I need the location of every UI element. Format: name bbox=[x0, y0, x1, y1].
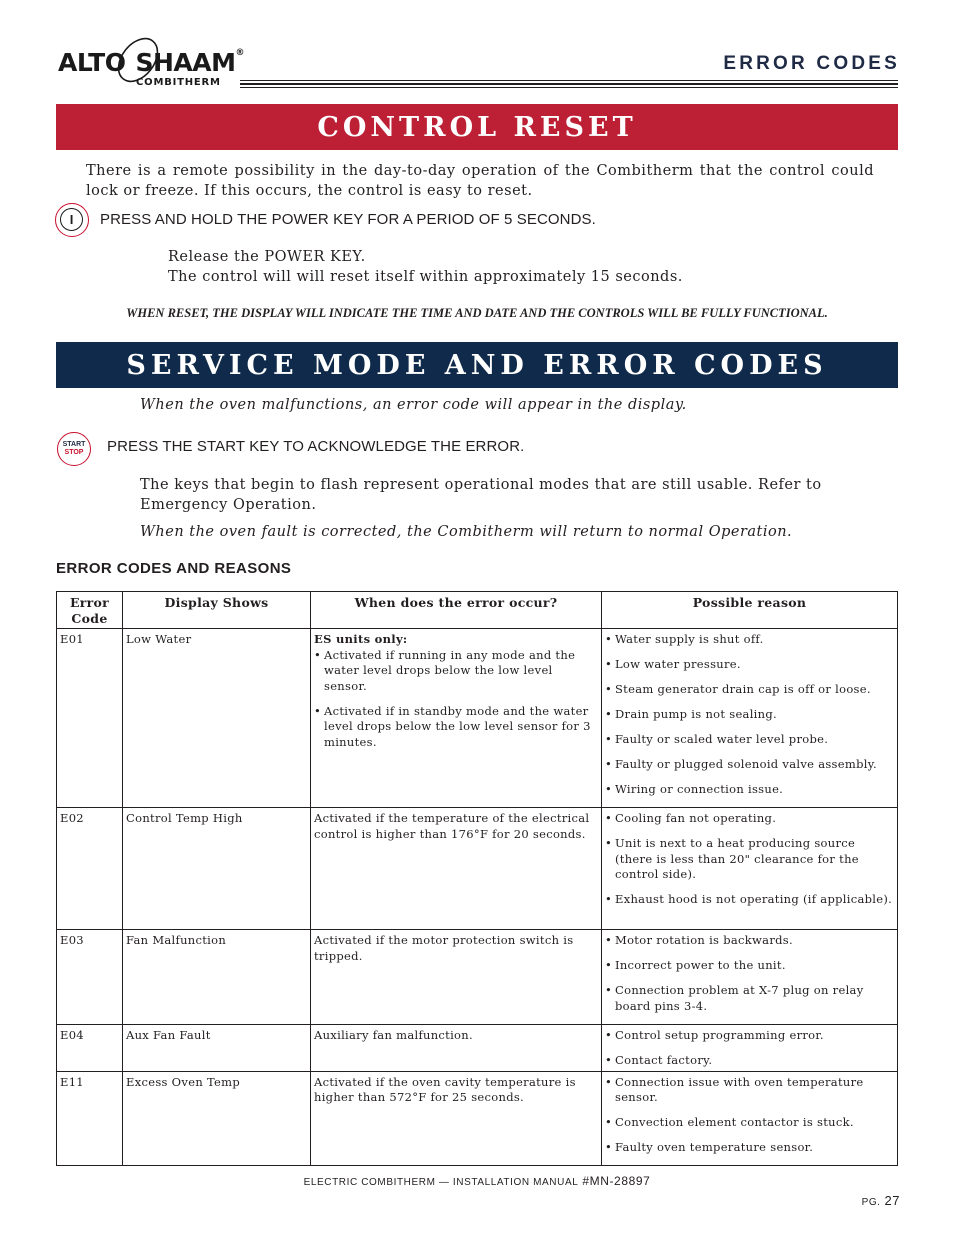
reason-item: • Motor rotation is backwards. bbox=[605, 933, 894, 949]
page-label: PG. bbox=[861, 1197, 881, 1208]
brand-logo bbox=[58, 48, 244, 92]
page-number bbox=[862, 1193, 900, 1208]
display-shows: Aux Fan Fault bbox=[123, 1024, 311, 1071]
table-row bbox=[57, 1024, 898, 1071]
error-condition: Activated if the temperature of the electrical control is higher than 176°F for 20 seconds. bbox=[311, 808, 602, 930]
start-key-step: PRESS THE START KEY TO ACKNOWLEDGE THE ERROR. bbox=[107, 438, 525, 455]
reason-item: • Control setup programming error. bbox=[605, 1028, 894, 1044]
reason-item: • Faulty or plugged solenoid valve assembly. bbox=[605, 757, 894, 773]
reason-item: • Cooling fan not operating. bbox=[605, 811, 894, 827]
possible-reasons bbox=[602, 629, 898, 808]
error-code: E02 bbox=[57, 808, 123, 930]
header-rule bbox=[240, 80, 898, 90]
possible-reasons bbox=[602, 1024, 898, 1071]
reason-item: • Steam generator drain cap is off or loose. bbox=[605, 682, 894, 698]
reason-item: • Contact factory. bbox=[605, 1053, 894, 1069]
control-reset-banner: CONTROL RESET bbox=[56, 104, 898, 150]
reason-item: • Unit is next to a heat producing source (there is less than 20" clearance for the control side). bbox=[605, 836, 894, 883]
brand-subtitle: COMBITHERM bbox=[136, 77, 221, 88]
error-condition: Auxiliary fan malfunction. bbox=[311, 1024, 602, 1071]
display-shows: Excess Oven Temp bbox=[123, 1071, 311, 1166]
col-possible-reason: Possible reason bbox=[602, 592, 898, 629]
document-number: #MN-28897 bbox=[582, 1174, 651, 1188]
possible-reasons bbox=[602, 808, 898, 930]
brand-name: ALTO SHAAM® bbox=[58, 48, 244, 77]
display-shows: Low Water bbox=[123, 629, 311, 808]
reason-item: • Connection problem at X-7 plug on relay board pins 3-4. bbox=[605, 983, 894, 1014]
table-row bbox=[57, 629, 898, 808]
service-mode-banner: SERVICE MODE AND ERROR CODES bbox=[56, 342, 898, 388]
reason-item: • Faulty oven temperature sensor. bbox=[605, 1140, 894, 1156]
error-code: E01 bbox=[57, 629, 123, 808]
table-row bbox=[57, 808, 898, 930]
possible-reasons bbox=[602, 1071, 898, 1166]
error-condition: Activated if the motor protection switch is tripped. bbox=[311, 930, 602, 1025]
flash-note: The keys that begin to flash represent operational modes that are still usable. Refer to Emergency Operation. bbox=[140, 477, 822, 513]
error-code: E03 bbox=[57, 930, 123, 1025]
col-error-code: Error Code bbox=[57, 592, 123, 629]
col-when: When does the error occur? bbox=[311, 592, 602, 629]
start-stop-key-icon bbox=[57, 432, 91, 466]
condition-item: • Activated if in standby mode and the water level drops below the low level sensor for 3 minutes. bbox=[314, 704, 598, 751]
reason-item: • Low water pressure. bbox=[605, 657, 894, 673]
display-shows: Control Temp High bbox=[123, 808, 311, 930]
reason-item: • Wiring or connection issue. bbox=[605, 782, 894, 798]
table-header-row bbox=[57, 592, 898, 629]
stop-key-label: STOP bbox=[64, 449, 84, 456]
table-row bbox=[57, 930, 898, 1025]
footer-manual-title bbox=[0, 1174, 954, 1188]
power-key-step: PRESS AND HOLD THE POWER KEY FOR A PERIOD OF 5 SECONDS. bbox=[100, 211, 596, 228]
section-title: ERROR CODES bbox=[723, 53, 900, 74]
reset-warning: WHEN RESET, THE DISPLAY WILL INDICATE THE TIME AND DATE AND THE CONTROLS WILL BE FULLY FUNCTIONAL. bbox=[126, 306, 828, 320]
power-key-icon bbox=[55, 203, 89, 237]
power-key-glyph: I bbox=[60, 208, 83, 231]
reason-item: • Convection element contactor is stuck. bbox=[605, 1115, 894, 1131]
reason-item: • Faulty or scaled water level probe. bbox=[605, 732, 894, 748]
release-instruction: Release the POWER KEY. bbox=[168, 249, 366, 265]
error-codes-heading: ERROR CODES AND REASONS bbox=[56, 560, 292, 577]
reason-item: • Connection issue with oven temperature sensor. bbox=[605, 1075, 894, 1106]
table-row bbox=[57, 1071, 898, 1166]
reason-item: • Drain pump is not sealing. bbox=[605, 707, 894, 723]
col-display-shows: Display Shows bbox=[123, 592, 311, 629]
control-reset-intro: There is a remote possibility in the day-to-day operation of the Combitherm that the control could lock or freeze. If this occurs, the control is easy to reset. bbox=[86, 163, 874, 199]
page-number-value: 27 bbox=[884, 1193, 900, 1208]
possible-reasons bbox=[602, 930, 898, 1025]
error-condition: Activated if the oven cavity temperature is higher than 572°F for 25 seconds. bbox=[311, 1071, 602, 1166]
reason-item: • Water supply is shut off. bbox=[605, 632, 894, 648]
manual-name: ELECTRIC COMBITHERM — INSTALLATION MANUAL bbox=[303, 1177, 579, 1188]
service-mode-intro: When the oven malfunctions, an error code will appear in the display. bbox=[140, 397, 687, 413]
error-condition bbox=[311, 629, 602, 808]
reason-item: • Incorrect power to the unit. bbox=[605, 958, 894, 974]
display-shows: Fan Malfunction bbox=[123, 930, 311, 1025]
start-key-label: START bbox=[62, 440, 86, 448]
reset-note: The control will will reset itself within approximately 15 seconds. bbox=[168, 269, 683, 285]
return-note: When the oven fault is corrected, the Combitherm will return to normal Operation. bbox=[140, 524, 793, 540]
error-codes-table bbox=[56, 591, 898, 1166]
condition-item: • Activated if running in any mode and the water level drops below the low level sensor. bbox=[314, 648, 598, 695]
reason-item: • Exhaust hood is not operating (if applicable). bbox=[605, 892, 894, 908]
error-code: E04 bbox=[57, 1024, 123, 1071]
condition-note: ES units only: bbox=[314, 632, 408, 646]
error-code: E11 bbox=[57, 1071, 123, 1166]
